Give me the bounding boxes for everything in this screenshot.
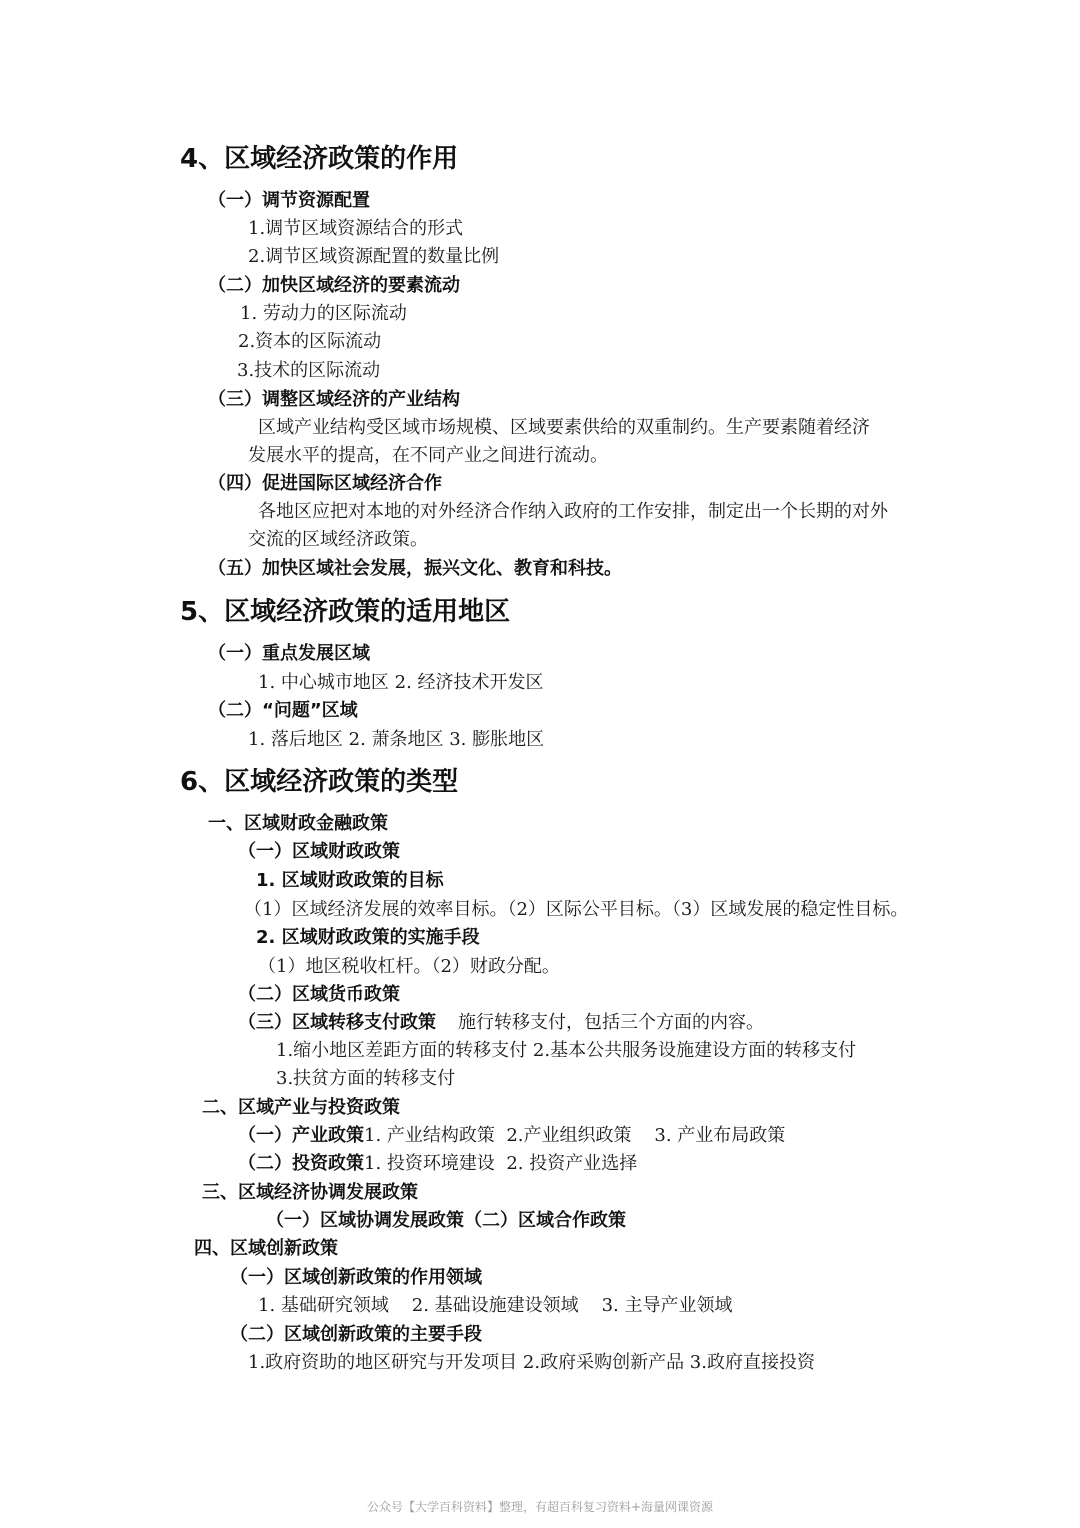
s4-sub3-heading: （三）调整区域经济的产业结构 [208, 389, 460, 410]
s4-sub5-heading: （五）加快区域社会发展，振兴文化、教育和科技。 [208, 558, 622, 579]
s6-part3-heading: 三、区域经济协调发展政策 [202, 1182, 418, 1203]
s4-sub4-heading: （四）促进国际区域经济合作 [208, 473, 442, 494]
section-5-title: 5、区域经济政策的适用地区 [180, 597, 511, 627]
s6-part2-sub1-heading: （一）产业政策 [238, 1125, 364, 1146]
s4-sub2-heading: （二）加快区域经济的要素流动 [208, 275, 460, 296]
s4-sub4-para-line1: 各地区应把对本地的对外经济合作纳入政府的工作安排，制定出一个长期的对外 [258, 501, 888, 522]
s4-sub1-heading: （一）调节资源配置 [208, 190, 370, 211]
s6-part2-sub1-line [238, 1127, 785, 1145]
s6-part1-heading: 一、区域财政金融政策 [208, 813, 388, 834]
s6-part2-sub1-text: 1. 产业结构政策 2.产业组织政策 3. 产业布局政策 [364, 1125, 786, 1146]
s6-part1-sub3-line [238, 1014, 764, 1032]
s5-sub2-heading: （二）“问题”区域 [208, 700, 358, 721]
s6-part4-sub2-text: 1.政府资助的地区研究与开发项目 2.政府采购创新产品 3.政府直接投资 [248, 1352, 815, 1373]
s6-part1-sub1-point1: 1. 区域财政政策的目标 [256, 870, 444, 891]
s6-part2-sub2-line [238, 1155, 637, 1173]
s4-sub1-item1: 1.调节区域资源结合的形式 [248, 218, 464, 239]
s6-part4-sub1-heading: （一）区域创新政策的作用领域 [230, 1267, 482, 1288]
s5-sub1-items: 1. 中心城市地区 2. 经济技术开发区 [258, 672, 544, 693]
s6-part4-sub1-text: 1. 基础研究领域 2. 基础设施建设领域 3. 主导产业领域 [258, 1295, 733, 1316]
s4-sub4-para-line2: 交流的区域经济政策。 [248, 529, 428, 550]
s4-sub2-item3: 3.技术的区际流动 [237, 360, 381, 381]
s6-part2-heading: 二、区域产业与投资政策 [202, 1097, 400, 1118]
s5-sub1-heading: （一）重点发展区域 [208, 643, 370, 664]
s6-part1-sub3-heading: （三）区域转移支付政策 [238, 1012, 436, 1033]
s6-part4-heading: 四、区域创新政策 [194, 1238, 338, 1259]
s4-sub3-para-line1: 区域产业结构受区域市场规模、区域要素供给的双重制约。生产要素随着经济 [258, 417, 870, 438]
s4-sub2-item1: 1. 劳动力的区际流动 [240, 303, 407, 324]
s6-part4-sub2-heading: （二）区域创新政策的主要手段 [230, 1324, 482, 1345]
s4-sub2-item2: 2.资本的区际流动 [238, 331, 382, 352]
s6-part1-sub2-heading: （二）区域货币政策 [238, 984, 400, 1005]
s6-part2-sub2-heading: （二）投资政策 [238, 1153, 364, 1174]
s5-sub2-items: 1. 落后地区 2. 萧条地区 3. 膨胀地区 [248, 729, 545, 750]
s6-part1-sub1-point1-text: （1）区域经济发展的效率目标。（2）区际公平目标。（3）区域发展的稳定性目标。 [244, 899, 909, 920]
footer-watermark: 公众号【大学百科资料】整理，有超百科复习资料+海量网课资源 [366, 1500, 714, 1514]
s6-part1-sub3-items1: 1.缩小地区差距方面的转移支付 2.基本公共服务设施建设方面的转移支付 [276, 1040, 857, 1061]
section-4-title: 4、区域经济政策的作用 [180, 144, 459, 174]
s4-sub1-item2: 2.调节区域资源配置的数量比例 [248, 246, 500, 267]
s6-part2-sub2-text: 1. 投资环境建设 2. 投资产业选择 [364, 1153, 638, 1174]
s6-part3-subs: （一）区域协调发展政策（二）区域合作政策 [266, 1210, 626, 1231]
s6-part1-sub3-items2: 3.扶贫方面的转移支付 [276, 1068, 456, 1089]
s6-part1-sub1-heading: （一）区域财政政策 [238, 841, 400, 862]
s6-part1-sub1-point2-text: （1）地区税收杠杆。（2）财政分配。 [258, 956, 560, 977]
s6-part1-sub3-text: 施行转移支付，包括三个方面的内容。 [458, 1012, 764, 1033]
section-6-title: 6、区域经济政策的类型 [180, 767, 459, 797]
s6-part1-sub1-point2: 2. 区域财政政策的实施手段 [256, 927, 480, 948]
s4-sub3-para-line2: 发展水平的提高，在不同产业之间进行流动。 [248, 445, 608, 466]
